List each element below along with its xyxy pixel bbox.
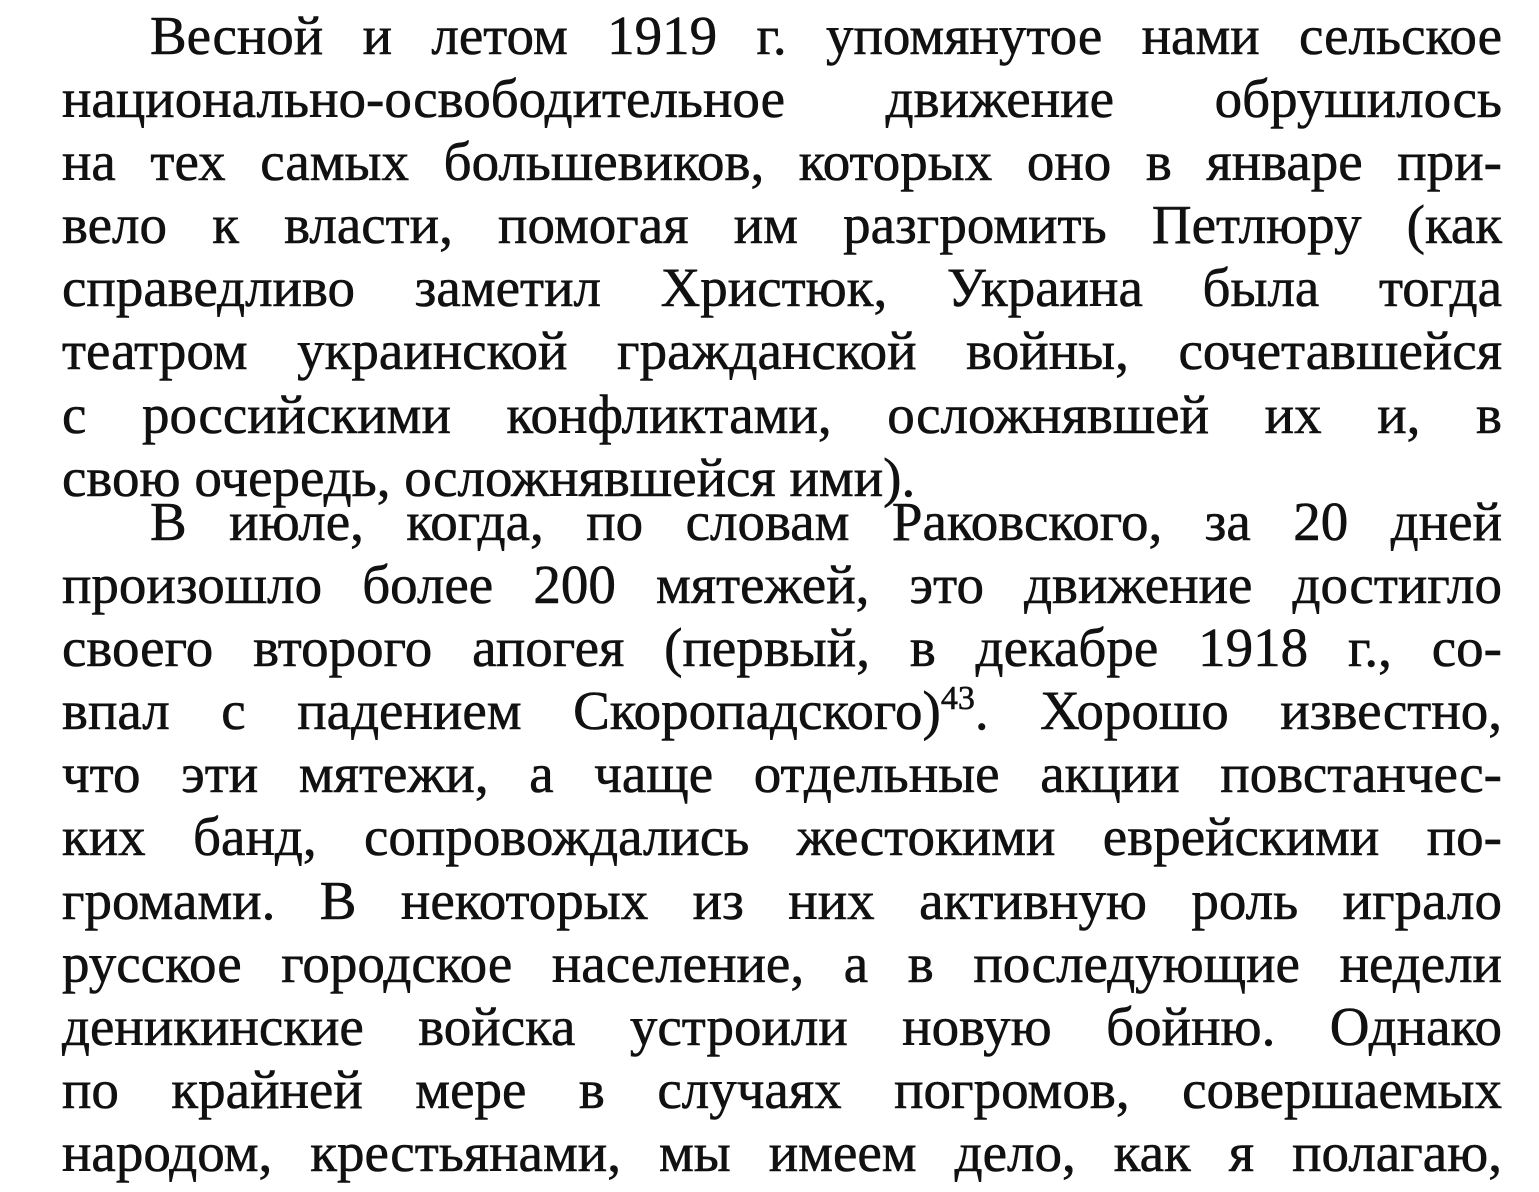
text-line: с российскими конфликтами, осложнявшей их и, в xyxy=(62,383,1502,445)
text-line: театром украинской гражданской войны, сочетавшейся xyxy=(62,320,1502,382)
text-line: деникинские войска устроили новую бойню. Однако xyxy=(62,995,1502,1057)
text-line: что эти мятежи, а чаще отдельные акции повстанчес- xyxy=(62,743,1502,805)
text-line: национально-освободительное движение обрушилось xyxy=(62,68,1502,130)
text-segment: впал с падением Скоропадского) xyxy=(62,680,941,742)
text-line: вело к власти, помогая им разгромить Петлюру (как xyxy=(62,194,1502,256)
footnote-reference[interactable]: 43 xyxy=(940,680,975,718)
text-line: Весной и летом 1919 г. упомянутое нами сельское xyxy=(150,5,1502,66)
text-line: громами. В некоторых из них активную роль играло xyxy=(62,869,1502,931)
text-line: русское городское население, а в последующие недели xyxy=(62,932,1502,994)
text-line: по крайней мере в случаях погромов, совершаемых xyxy=(62,1058,1502,1120)
text-line: свою очередь, осложнявшейся ими). xyxy=(62,446,916,508)
text-line: на тех самых большевиков, которых оно в январе при- xyxy=(62,131,1502,193)
text-line: справедливо заметил Христюк, Украина была тогда xyxy=(62,257,1502,319)
text-line: ких банд, сопровождались жестокими еврейскими по- xyxy=(62,806,1502,868)
text-line: В июле, когда, по словам Раковского, за 20 дней xyxy=(150,491,1502,552)
text-line: своего второго апогея (первый, в декабре 1918 г., со- xyxy=(62,617,1502,679)
paragraph-1 xyxy=(62,4,1502,509)
text-line: произошло более 200 мятежей, это движение достигло xyxy=(62,554,1502,616)
document-page xyxy=(62,0,1502,1192)
text-segment: . Хорошо известно, xyxy=(974,680,1502,742)
paragraph-2 xyxy=(62,490,1502,1184)
text-line-with-footnote xyxy=(62,679,1502,742)
text-line: народом, крестьянами, мы имеем дело, как я полагаю, xyxy=(62,1121,1502,1183)
